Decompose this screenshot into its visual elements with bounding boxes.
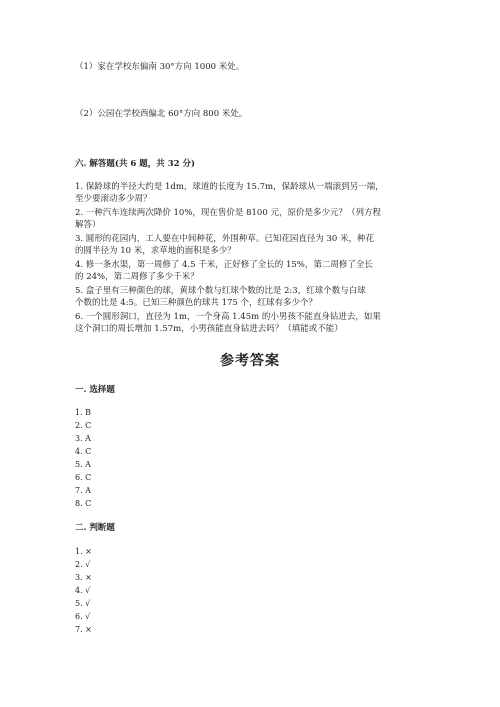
problem-line: 的 24%，第二周修了多少千米？ bbox=[75, 272, 199, 282]
judge-answer: 3. × bbox=[75, 573, 92, 582]
choice-answer: 6. C bbox=[75, 473, 92, 482]
judge-answer: 6. √ bbox=[75, 612, 91, 621]
problem-line: 个数的比是 4:5。已知三种颜色的球共 175 个，红球有多少个？ bbox=[75, 298, 318, 308]
problem-line: 5. 盒子里有三种颜色的球，黄球个数与红球个数的比是 2:3，红球个数与白球 bbox=[75, 286, 366, 296]
judge-answer: 4. √ bbox=[75, 586, 91, 595]
choice-answer: 5. A bbox=[75, 460, 91, 469]
choice-answer: 1. B bbox=[75, 408, 92, 417]
choice-answer: 4. C bbox=[75, 447, 92, 456]
problem-line: 6. 一个圆形洞口，直径为 1m，一个身高 1.45m 的小男孩不能直身钻进去，如果 bbox=[75, 312, 381, 322]
judge-answer: 5. √ bbox=[75, 599, 91, 608]
problem-line: 至少要滚动多少周？ bbox=[75, 194, 152, 204]
problem-line: 3. 圆形的花园内，工人要在中间种花，外围种草。已知花园直径为 30 米，种花 bbox=[75, 234, 375, 244]
judge-answer: 2. √ bbox=[75, 560, 91, 569]
choice-answer: 8. C bbox=[75, 499, 92, 508]
problem-line: 2. 一种汽车连续两次降价 10%，现在售价是 8100 元，原价是多少元？（列方程 bbox=[75, 208, 381, 218]
answers-title: 参考答案 bbox=[220, 353, 280, 369]
direction-item-2: （2）公园在学校西偏北 60°方向 800 米处。 bbox=[75, 109, 248, 119]
problem-line: 的圆半径为 10 米，求草地的面积是多少？ bbox=[75, 246, 236, 256]
problem-line: 解答） bbox=[75, 220, 101, 230]
judge-answer: 7. × bbox=[75, 625, 92, 634]
problem-line: 1. 保龄球的半径大约是 1dm，球道的长度为 15.7m，保龄球从一端滚到另一端， bbox=[75, 182, 384, 192]
section-heading-solve: 六. 解答题(共 6 题，共 32 分) bbox=[75, 159, 196, 169]
section-heading-choice: 一. 选择题 bbox=[75, 385, 115, 395]
choice-answer: 3. A bbox=[75, 434, 91, 443]
choice-answer: 7. A bbox=[75, 486, 91, 495]
problem-line: 4. 修一条水渠，第一周修了 4.5 千米，正好修了全长的 15%，第二周修了全长 bbox=[75, 260, 373, 270]
choice-answer: 2. C bbox=[75, 421, 92, 430]
problem-line: 这个洞口的周长增加 1.57m，小男孩能直身钻进去吗？（填能或不能） bbox=[75, 324, 343, 334]
section-heading-judge: 二. 判断题 bbox=[75, 523, 115, 533]
direction-item-1: （1）家在学校东偏南 30°方向 1000 米处。 bbox=[75, 62, 245, 72]
judge-answer: 1. × bbox=[75, 547, 92, 556]
